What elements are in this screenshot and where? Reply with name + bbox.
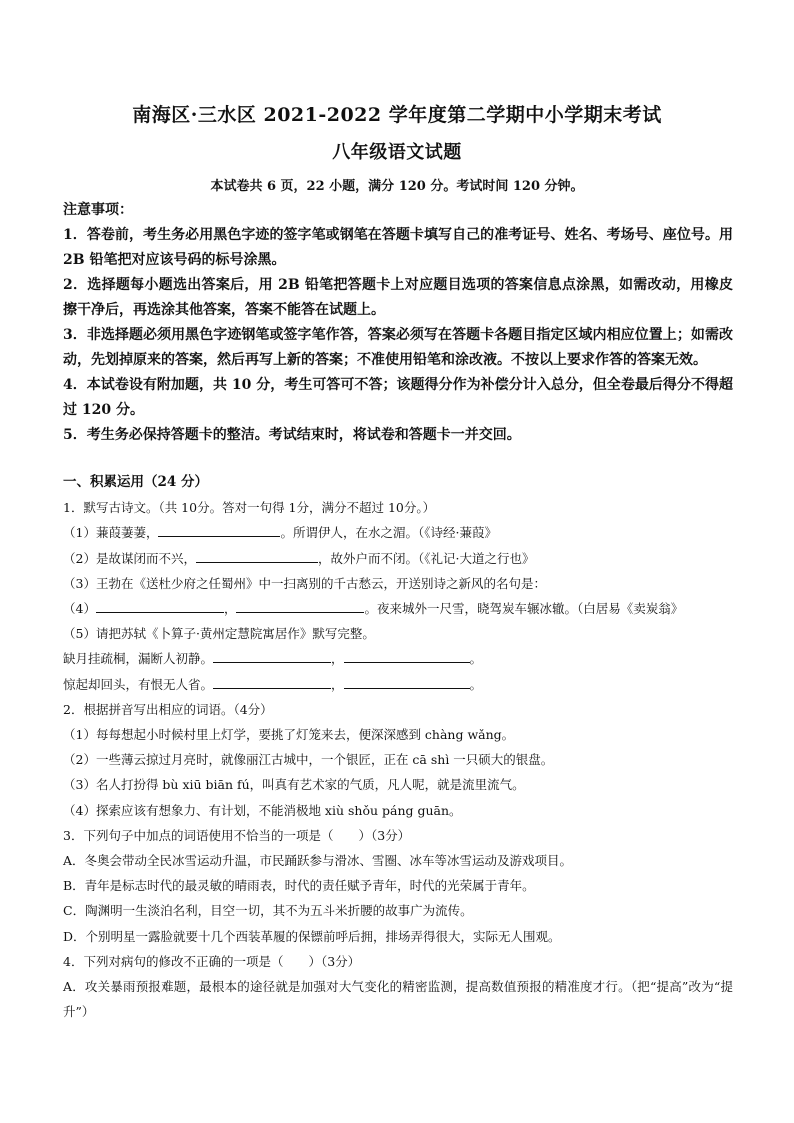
line-text: ， (331, 651, 344, 667)
answer-blank[interactable] (158, 522, 280, 537)
option-line: B．青年是标志时代的最灵敏的晴雨表，时代的责任赋予青年，时代的光荣属于青年。 (63, 878, 535, 894)
line-text: 。 (469, 651, 483, 667)
line-text: 缺月挂疏桐，漏断人初静。 (63, 651, 214, 667)
question-line (63, 520, 733, 545)
notice-item: 1．答卷前，考生务必用黑色字迹的签字笔或钢笔在答题卡填写自己的准考证号、姓名、考场号、座位号。用 2B 铅笔把对应该号码的标号涂黑。 (63, 227, 733, 268)
exam-title: 南海区·三水区 2021-2022 学年度第二学期中小学期末考试 (132, 104, 662, 126)
question-line: （3）名人打扮得 bù xiū biān fú，叫真有艺术家的气质，凡人呢，就是流里流气。 (63, 777, 525, 793)
notice-heading: 注意事项： (63, 202, 133, 218)
answer-blank[interactable] (344, 674, 470, 689)
question-line: （5）请把苏轼《卜算子·黄州定慧院寓居作》默写完整。 (63, 626, 375, 642)
answer-blank[interactable] (236, 598, 364, 613)
line-text: ， (223, 601, 237, 617)
line-text: （4） (63, 601, 96, 617)
line-text: 。所谓伊人，在水之湄。（《诗经·蒹葭》 (280, 525, 497, 541)
question-line: （4）探索应该有想象力、有计划，不能消极地 xiù shǒu páng guān。 (63, 802, 462, 818)
option-line: A．攻关暴雨预报难题，最根本的途径就是加强对大气变化的精密监测，提高数值预报的精准度才行。（把“提高”改为“提升”） (63, 979, 733, 1020)
answer-blank[interactable] (196, 548, 318, 563)
subject-title: 八年级语文试题 (332, 142, 462, 163)
notice-item: 5．考生务必保持答题卡的整洁。考试结束时，将试卷和答题卡一并交回。 (63, 427, 521, 443)
notice-section (63, 198, 733, 448)
answer-blank[interactable] (96, 598, 224, 613)
question-stem: 4．下列对病句的修改不正确的一项是（ ）（3分） (63, 953, 361, 969)
notice-item: 3．非选择题必须用黑色字迹钢笔或签字笔作答，答案必须写在答题卡各题目指定区域内相应位置上；如需改动，先划掉原来的答案，然后再写上新的答案；不准使用铅笔和涂改液。不按以上要求作答的答案无效。 (63, 327, 733, 368)
question-line (63, 546, 733, 571)
section-heading: 一、积累运用（24 分） (63, 474, 208, 490)
option-line: A．冬奥会带动全民冰雪运动升温，市民踊跃参与滑冰、雪圈、冰车等冰雪运动及游戏项目。 (63, 853, 573, 869)
line-text: ， (331, 676, 344, 692)
line-text: ，故外户而不闭。（《礼记·大道之行也》 (317, 550, 535, 566)
question-line (63, 672, 733, 697)
question-line: （2）一些薄云掠过月亮时，就像丽江古城中，一个银匠，正在 cā shì 一只硕大的银盘。 (63, 752, 554, 768)
answer-blank[interactable] (213, 648, 331, 663)
question-line (63, 596, 733, 621)
question-stem: 1．默写古诗文。（共 10分。答对一句得 1分，满分不超过 10分。） (63, 500, 436, 516)
line-text: 惊起却回头，有恨无人省。 (63, 676, 214, 692)
question-line: （1）每每想起小时候村里上灯学，要挑了灯笼来去，便深深感到 chàng wǎng。 (63, 727, 515, 743)
question-line (63, 646, 733, 671)
exam-info: 本试卷共 6 页，22 小题，满分 120 分。考试时间 120 分钟。 (210, 179, 584, 194)
question-stem: 3．下列句子中加点的词语使用不恰当的一项是（ ）（3分） (63, 827, 411, 843)
question-line: （3）王勃在《送杜少府之任蜀州》中一扫离别的千古愁云，开送别诗之新风的名句是： (63, 575, 546, 591)
line-text: （1）蒹葭萋萋， (63, 525, 159, 541)
notice-item: 2．选择题每小题选出答案后，用 2B 铅笔把答题卡上对应题目选项的答案信息点涂黑，如需改动，用橡皮擦干净后，再选涂其他答案，答案不能答在试题上。 (63, 277, 733, 318)
line-text: 。夜来城外一尺雪，晓驾炭车辗冰辙。（白居易《卖炭翁》 (364, 601, 684, 617)
line-text: （2）是故谋闭而不兴， (63, 550, 196, 566)
notice-item: 4．本试卷设有附加题，共 10 分，考生可答可不答；该题得分作为补偿分计入总分，但全卷最后得分不得超过 120 分。 (63, 377, 733, 418)
answer-blank[interactable] (344, 648, 470, 663)
answer-blank[interactable] (213, 674, 331, 689)
line-text: 。 (469, 676, 483, 692)
section-accumulation (63, 470, 733, 1024)
question-stem: 2．根据拼音写出相应的词语。（4分） (63, 701, 273, 717)
option-line: D．个别明星一露脸就要十几个西装革履的保镖前呼后拥，排场弄得很大，实际无人围观。 (63, 928, 561, 944)
option-line: C．陶渊明一生淡泊名利，目空一切，其不为五斗米折腰的故事广为流传。 (63, 903, 473, 919)
